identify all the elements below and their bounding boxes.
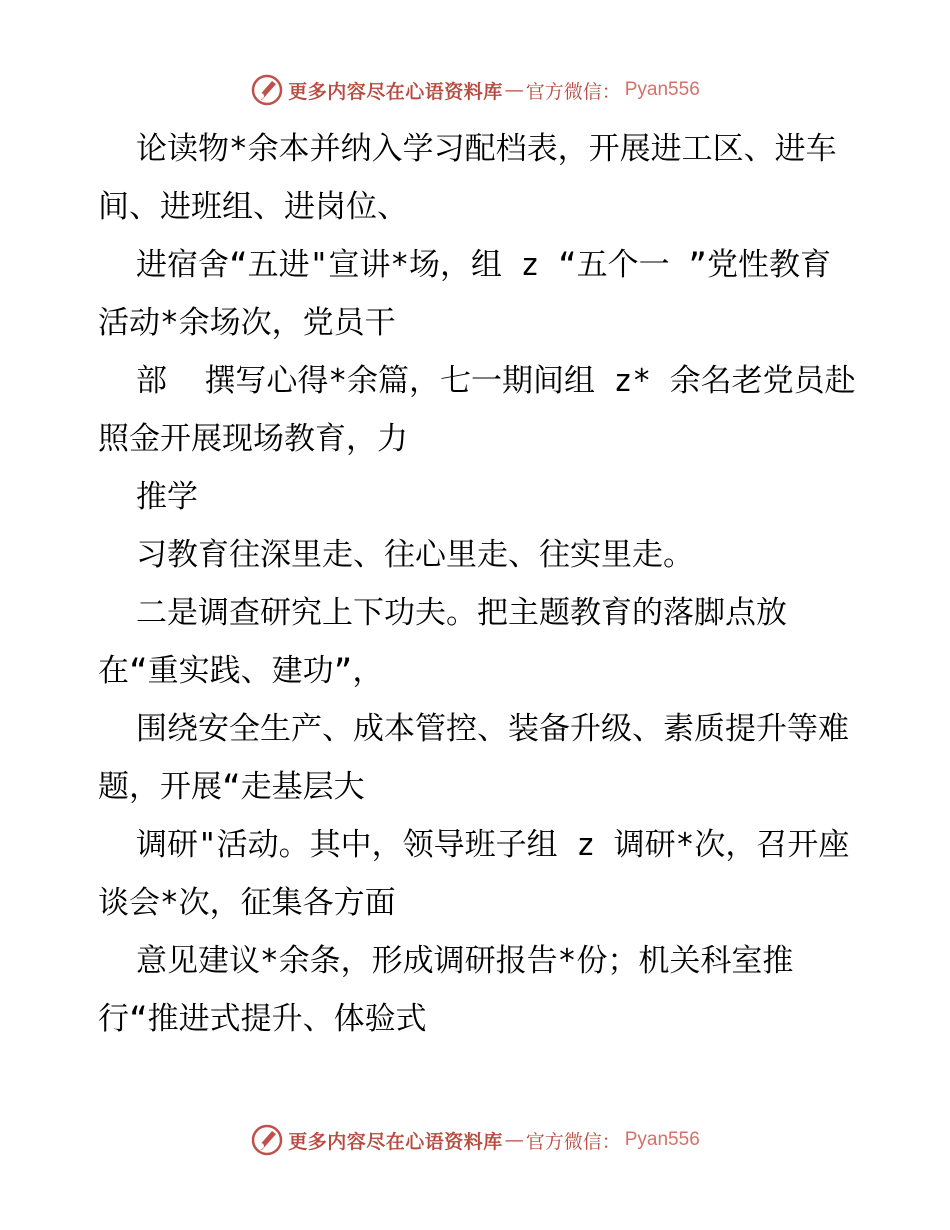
footer-banner bbox=[0, 1120, 950, 1160]
banner-separator: — bbox=[504, 1129, 524, 1151]
banner-wechat-id: Pyan556 bbox=[624, 1129, 700, 1150]
body-text bbox=[98, 120, 858, 1048]
paragraph: 论读物*余本并纳入学习配档表，开展进工区、进车间、进班组、进岗位、 bbox=[98, 131, 837, 225]
paragraph: 进宿舍“五进"宣讲*场，组 z “五个一 ”党性教育活动*余场次，党员干 bbox=[98, 247, 831, 341]
banner-main-text: 更多内容尽在心语资料库 bbox=[288, 80, 503, 103]
paragraph: 部 撰写心得*余篇，七一期间组 z* 余名老党员赴照金开展现场教育，力 bbox=[98, 363, 856, 457]
header-banner bbox=[0, 70, 950, 110]
pen-logo-icon bbox=[250, 73, 284, 107]
paragraph: 习教育往深里走、往心里走、往实里走。 bbox=[136, 537, 694, 573]
paragraph: 意见建议*余条，形成调研报告*份；机关科室推行“推进式提升、体验式 bbox=[98, 943, 794, 1037]
paragraph: 调研"活动。其中，领导班子组 z 调研*次，召开座谈会*次，征集各方面 bbox=[98, 827, 850, 921]
paragraph: 围绕安全生产、成本管控、装备升级、素质提升等难题，开展“走基层大 bbox=[98, 711, 849, 805]
banner-main-text: 更多内容尽在心语资料库 bbox=[288, 1130, 503, 1153]
banner-label: 官方微信： bbox=[525, 80, 621, 103]
banner-wechat-id: Pyan556 bbox=[624, 79, 700, 100]
pen-logo-icon bbox=[250, 1123, 284, 1157]
paragraph: 推学 bbox=[136, 479, 198, 515]
paragraph: 二是调查研究上下功夫。把主题教育的落脚点放在“重实践、建功”， bbox=[98, 595, 787, 689]
banner-separator: — bbox=[504, 79, 524, 101]
banner-label: 官方微信： bbox=[525, 1130, 621, 1153]
